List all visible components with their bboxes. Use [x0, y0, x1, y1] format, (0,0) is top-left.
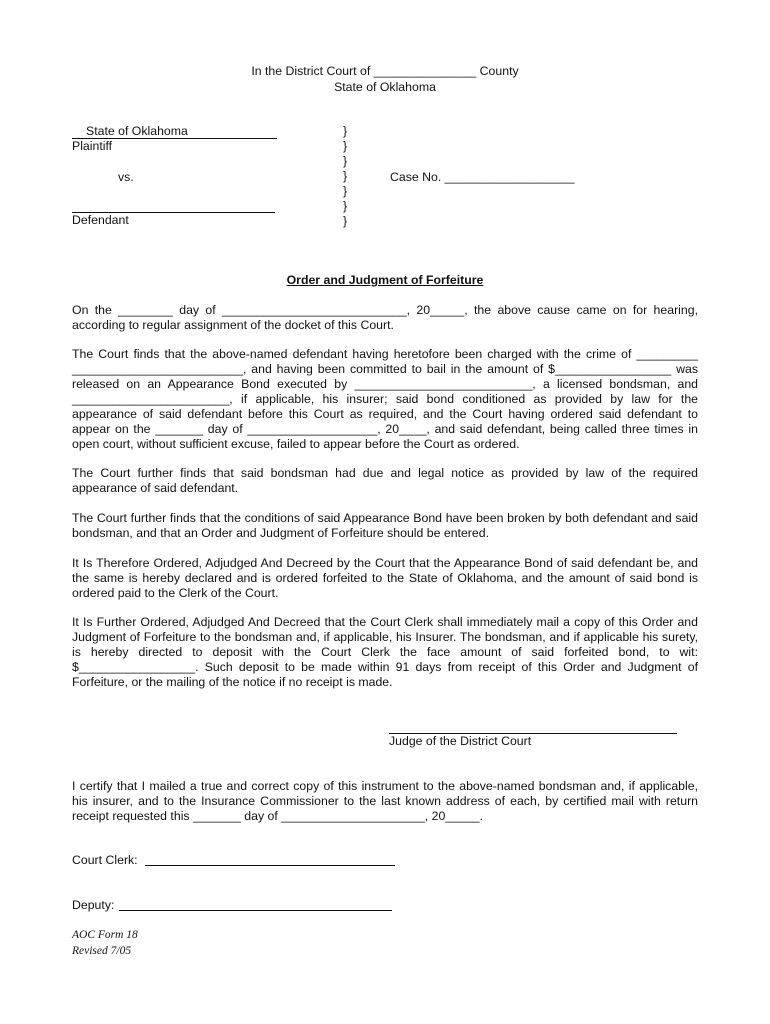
court-heading: In the District Court of _______________ County — [251, 64, 519, 78]
revision-date: Revised 7/05 — [72, 945, 132, 957]
brace: } — [343, 154, 348, 168]
document-title: Order and Judgment of Forfeiture — [286, 273, 484, 287]
judge-label: Judge of the District Court — [389, 734, 532, 748]
state-heading: State of Oklahoma — [334, 80, 436, 94]
case-number: Case No. ___________________ — [390, 170, 575, 184]
court-clerk-label: Court Clerk: — [72, 853, 138, 867]
paragraph-findings: The Court finds that the above-named defendant having heretofore been charged with the crime of _________ _________________________, and having been committed to bail in the amount of $_________________ was released on an Appearance Bond executed by __________________________, a licensed bondsman, and _______________________, if applicable, his insurer; said bond conditioned as provided by law for the appearance of said defendant before this Court as required, and the Court having ordered said defendant to appear on the _______ day of ___________________, 20____, and said defendant, being called three times in open court, without sufficient excuse, failed to appear before the Court as ordered. — [72, 347, 698, 451]
paragraph-further-ordered: It Is Further Ordered, Adjudged And Decreed that the Court Clerk shall immediately mail a copy of this Order and Judgment of Forfeiture to the bondsman and, if applicable, his Insurer. The bondsman, and if applicable his surety, is hereby directed to deposit with the Court Clerk the face amount of said forfeited bond, to wit: $_________________. Such deposit to be made within 91 days from receipt of this Order and Judgment of Forfeiture, or the mailing of the notice if no receipt is made. — [72, 615, 698, 689]
defendant-label: Defendant — [72, 213, 129, 227]
vs-label: vs. — [118, 170, 134, 184]
court-clerk-line — [145, 865, 395, 866]
brace: } — [343, 169, 348, 183]
deputy-label: Deputy: — [72, 898, 115, 912]
paragraph-conditions: The Court further finds that the conditions of said Appearance Bond have been broken by both defendant and said bondsman, and that an Order and Judgment of Forfeiture should be entered. — [72, 511, 698, 540]
brace: } — [343, 199, 348, 213]
brace: } — [343, 184, 348, 198]
plaintiff-name: State of Oklahoma — [86, 124, 188, 138]
brace: } — [343, 124, 348, 138]
deputy-line — [119, 910, 392, 911]
paragraph-notice: The Court further finds that said bondsman had due and legal notice as provided by law of the required appearance of said defendant. — [72, 466, 698, 495]
form-number: AOC Form 18 — [72, 929, 138, 941]
paragraph-hearing: On the ________ day of ___________________________, 20_____, the above cause came on for hearing, according to regular assignment of the docket of this Court. — [72, 303, 698, 332]
paragraph-ordered: It Is Therefore Ordered, Adjudged And Decreed by the Court that the Appearance Bond of said defendant be, and the same is hereby declared and is ordered forfeited to the State of Oklahoma, and the amount of said bond is ordered paid to the Clerk of the Court. — [72, 556, 698, 600]
plaintiff-label: Plaintiff — [72, 139, 113, 153]
paragraph-certification: I certify that I mailed a true and correct copy of this instrument to the above-named bondsman and, if applicable, his insurer, and to the Insurance Commissioner to the last known address of each, by certified mail with return receipt requested this _______ day of _____________________, 20_____. — [72, 779, 698, 823]
brace: } — [343, 139, 348, 153]
caption-braces — [343, 124, 347, 229]
brace: } — [343, 214, 348, 228]
